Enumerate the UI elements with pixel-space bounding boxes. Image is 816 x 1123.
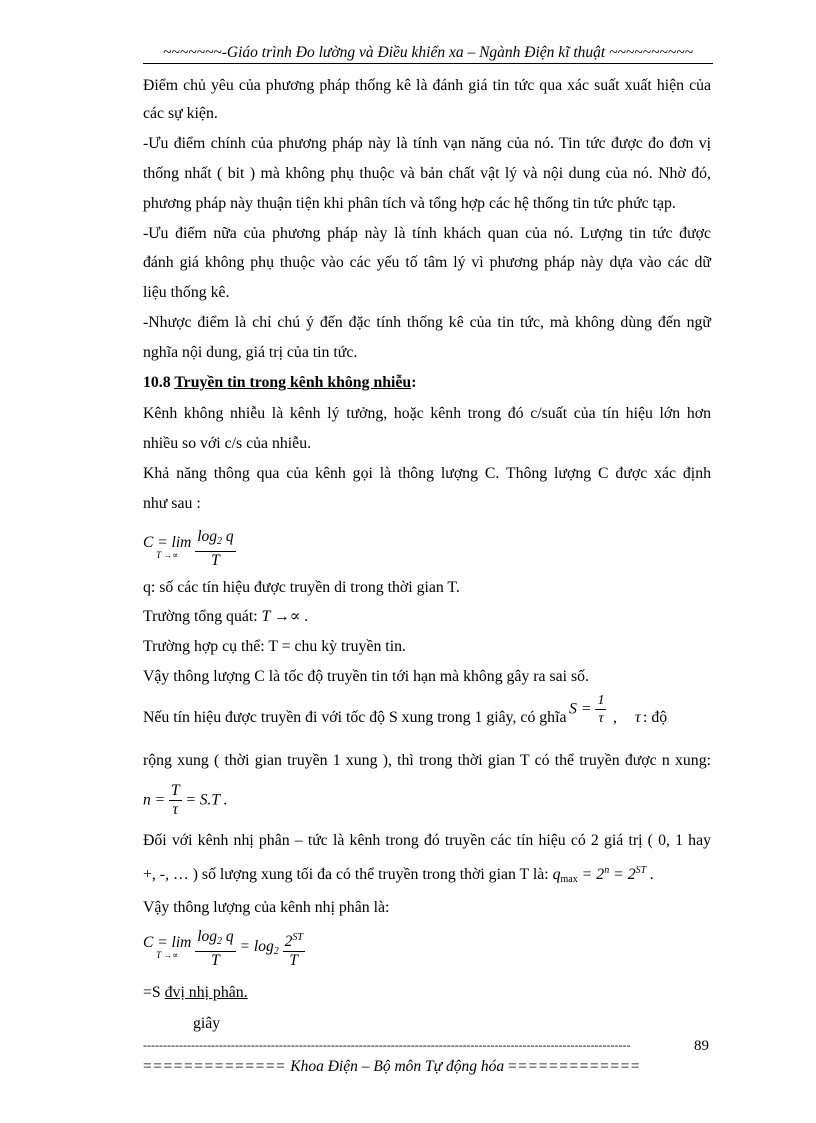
body-line: nhiều so với c/s của nhiễu. [143,435,312,452]
footer-rule: -------------------------------------------------------------------------------------------------------------------------- [143,1038,631,1052]
body-line: Đối với kênh nhị phân – tức là kênh trong đó truyền các tín hiệu có 2 giá trị ( 0, 1 hay [143,832,711,849]
section-colon: : [411,374,417,391]
limit-operator: C = lim T →∝ [143,534,192,560]
body-line: đánh giá không phụ thuộc vào các yếu tố tâm lý vì phương pháp này dựa vào các dữ [143,254,711,271]
body-line: =S đvị nhị phân. [143,984,248,1001]
body-line: Kênh không nhiễu là kênh lý tưởng, hoặc kênh trong đó c/suất của tín hiệu lớn hơn [143,405,711,422]
body-line: -Ưu điểm nữa của phương pháp này là tính khách quan của nó. Lượng tin tức được [143,225,711,242]
body-line: -Ưu điểm chính của phương pháp này là tính vạn năng của nó. Tin tức được đo đơn vị [143,135,711,152]
body-line: q: số các tín hiệu được truyền di trong thời gian T. [143,579,460,596]
body-line: Vậy thông lượng C là tốc độ truyền tin tới hạn mà không gây ra sai số. [143,668,590,685]
body-line: Vậy thông lượng của kênh nhị phân là: [143,899,390,916]
body-line: rộng xung ( thời gian truyền 1 xung ), thì trong thời gian T có thể truyền được n xung: [143,752,711,769]
body-line: nghĩa nội dung, giá trị của tin tức. [143,344,358,361]
body-line: Trường hợp cụ thể: T = chu kỳ truyền tin. [143,638,406,655]
page-footer: ============== Khoa Điện – Bộ môn Tự động hóa ============= [143,1058,642,1075]
body-line: Điểm chủ yêu của phương pháp thống kê là đánh giá tin tức qua xác suất xuất hiện của [143,77,711,94]
inline-formula-s: S = $\frac{1}{\tau}$ [569,693,605,726]
body-line: thống nhất ( bit ) mà không phụ thuộc và bản chất vật lý và nội dung của nó. Nhờ đó, [143,165,711,182]
fraction: $\frac{\log_2 q}{T}$ [197,528,234,569]
section-title: Truyền tin trong kênh không nhiễu [174,374,412,391]
body-line: Nếu tín hiệu được truyền đi với tốc độ S xung trong 1 giây, có ghĩa S = $\frac{1}{\tau}$ , τ : độ [143,693,668,726]
body-line: Khả năng thông qua của kênh gọi là thông lượng C. Thông lượng C được xác định [143,465,711,482]
section-heading [143,373,711,393]
capacity-formula [143,528,236,570]
binary-capacity-formula: C = lim T →∝ $\frac{\log_2 q}{T}$ = $\log_2$ $\frac{2^{ST}}{T}$ [143,928,303,969]
body-line: như sau : [143,495,201,512]
body-line: +, -, … ) số lượng xung tối đa có thể truyền trong thời gian T là: $q_{max} = 2^n = 2ST$ . [143,865,655,885]
body-line: liệu thống kê. [143,284,230,301]
body-line: các sự kiện. [143,105,218,122]
body-line: Trường tổng quát: T →∝ . [143,608,309,625]
page-number: 89 [694,1038,709,1054]
body-line: phương pháp này thuận tiện khi phân tích và tổng hợp các hệ thống tin tức phức tạp. [143,195,676,212]
body-line: giây [193,1015,221,1032]
page-header: ~~~~~~~-Giáo trình Đo lường và Điều khiển xa – Ngành Điện kĩ thuật ~~~~~~~~~~ [143,44,713,64]
qmax-formula: $q_{max} = 2^n = 2ST$ . [552,865,655,885]
body-line: -Nhược điểm là chỉ chú ý đến đặc tính thống kê của tin tức, mà không dùng đến ngữ [143,314,711,331]
section-number: 10.8 [143,374,175,391]
pulse-count-formula: n = $\frac{T}{\tau}$ = S.T . [143,782,228,818]
